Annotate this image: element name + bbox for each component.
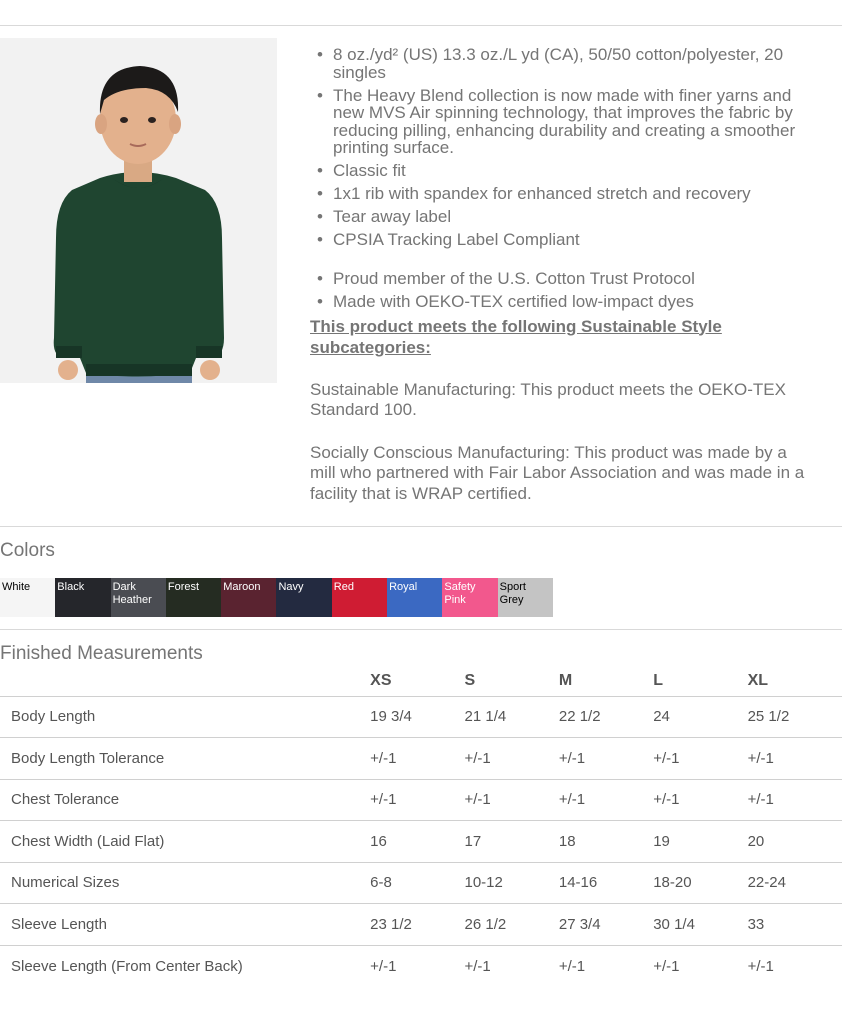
top-divider: [0, 25, 842, 26]
measurement-value: +/-1: [370, 957, 397, 975]
color-swatch[interactable]: White: [0, 578, 55, 617]
measurement-label: Numerical Sizes: [0, 862, 370, 904]
measurement-value: 19: [653, 821, 747, 863]
child-model-illustration: [0, 38, 277, 383]
feature-item: • CPSIA Tracking Label Compliant: [310, 231, 810, 249]
measurement-label: Sleeve Length (From Center Back): [11, 957, 243, 975]
measurement-value: 19 3/4: [370, 696, 464, 738]
measurements-title: Finished Measurements: [0, 643, 203, 664]
measurement-value: +/-1: [370, 779, 464, 821]
measurement-value: +/-1: [653, 738, 747, 780]
size-header: L: [653, 666, 747, 696]
measurement-value: +/-1: [748, 738, 842, 780]
feature-item: • Proud member of the U.S. Cotton Trust Protocol: [310, 270, 810, 288]
section-divider: [0, 629, 842, 630]
color-swatch[interactable]: Black: [55, 578, 110, 617]
section-divider: [0, 526, 842, 527]
measurement-value: 17: [465, 821, 559, 863]
measurement-value: 20: [748, 821, 842, 863]
size-header: XL: [748, 666, 842, 696]
measurement-value: +/-1: [558, 957, 586, 975]
measurement-value: 6-8: [370, 862, 464, 904]
measurement-value: 26 1/2: [465, 904, 559, 946]
measurement-value: +/-1: [465, 779, 559, 821]
feature-list: [310, 46, 810, 249]
measurement-label: Body Length Tolerance: [0, 738, 370, 780]
measurement-value: 30 1/4: [653, 904, 747, 946]
measurement-value: 16: [370, 821, 464, 863]
color-swatch[interactable]: Red: [332, 578, 387, 617]
table-row: [0, 779, 842, 821]
measurement-value: +/-1: [370, 738, 464, 780]
measurement-value: +/-1: [465, 738, 559, 780]
color-swatch[interactable]: Sport Grey: [498, 578, 553, 617]
color-swatch[interactable]: Navy: [276, 578, 331, 617]
measurement-label: Chest Width (Laid Flat): [0, 821, 370, 863]
table-row: [0, 945, 842, 987]
measurement-value: +/-1: [747, 957, 774, 975]
table-header-row: [0, 666, 842, 696]
measurement-value: 18: [559, 821, 653, 863]
table-row: [0, 862, 842, 904]
measurement-value: 21 1/4: [465, 696, 559, 738]
measurement-value: 24: [653, 696, 747, 738]
table-row: [0, 821, 842, 863]
color-swatch[interactable]: Dark Heather: [111, 578, 166, 617]
measurement-label: Sleeve Length: [0, 904, 370, 946]
feature-item: • The Heavy Blend collection is now made with finer yarns and new MVS Air spinning technology, that improves the fabric by reducing pilling, enhancing durability and creating a smoother printing surface.: [310, 87, 810, 157]
color-swatch[interactable]: Maroon: [221, 578, 276, 617]
sustainability-feature-list: [310, 270, 810, 311]
measurement-value: +/-1: [653, 957, 680, 975]
size-header: XS: [370, 666, 464, 696]
feature-item: • 8 oz./yd² (US) 13.3 oz./L yd (CA), 50/50 cotton/polyester, 20 singles: [310, 46, 810, 81]
measurement-value: +/-1: [748, 779, 842, 821]
color-swatch[interactable]: Royal: [387, 578, 442, 617]
measurement-value: +/-1: [464, 957, 491, 975]
product-details: [310, 46, 810, 504]
measurement-value: +/-1: [653, 779, 747, 821]
measurement-value: 25 1/2: [748, 696, 842, 738]
colors-title: Colors: [0, 540, 55, 561]
feature-item: • Classic fit: [310, 162, 810, 180]
measurement-value: +/-1: [559, 779, 653, 821]
color-swatch[interactable]: Forest: [166, 578, 221, 617]
size-header: S: [465, 666, 559, 696]
measurement-value: 22 1/2: [559, 696, 653, 738]
measurement-value: 18-20: [653, 862, 747, 904]
header-label-cell: [0, 666, 370, 696]
sustainable-manufacturing-text: Sustainable Manufacturing: This product meets the OEKO-TEX Standard 100.: [310, 379, 786, 419]
feature-item: • Made with OEKO-TEX certified low-impact dyes: [310, 293, 810, 311]
table-row: [0, 696, 842, 738]
measurement-value: 14-16: [559, 862, 653, 904]
table-row: [0, 738, 842, 780]
sustainable-style-link[interactable]: This product meets the following Sustainable Style subcategories:: [310, 316, 722, 357]
table-row: [0, 904, 842, 946]
measurement-value: 23 1/2: [370, 904, 464, 946]
size-header: M: [559, 666, 653, 696]
measurement-label: Chest Tolerance: [0, 779, 370, 821]
color-swatch[interactable]: Safety Pink: [442, 578, 497, 617]
measurement-value: 22-24: [748, 862, 842, 904]
measurement-value: 10-12: [465, 862, 559, 904]
measurements-table: [0, 666, 842, 987]
measurement-value: +/-1: [559, 738, 653, 780]
measurement-value: 27 3/4: [559, 904, 653, 946]
socially-conscious-text: Socially Conscious Manufacturing: This product was made by a mill who partnered with Fair Labor Association and was made in a facility that is WRAP certified.: [310, 442, 805, 503]
measurement-value: 33: [748, 904, 842, 946]
product-image: [0, 38, 277, 383]
feature-item: • 1x1 rib with spandex for enhanced stretch and recovery: [310, 185, 810, 203]
feature-item: • Tear away label: [310, 208, 810, 226]
color-swatches: [0, 578, 553, 617]
measurement-label: Body Length: [0, 696, 370, 738]
